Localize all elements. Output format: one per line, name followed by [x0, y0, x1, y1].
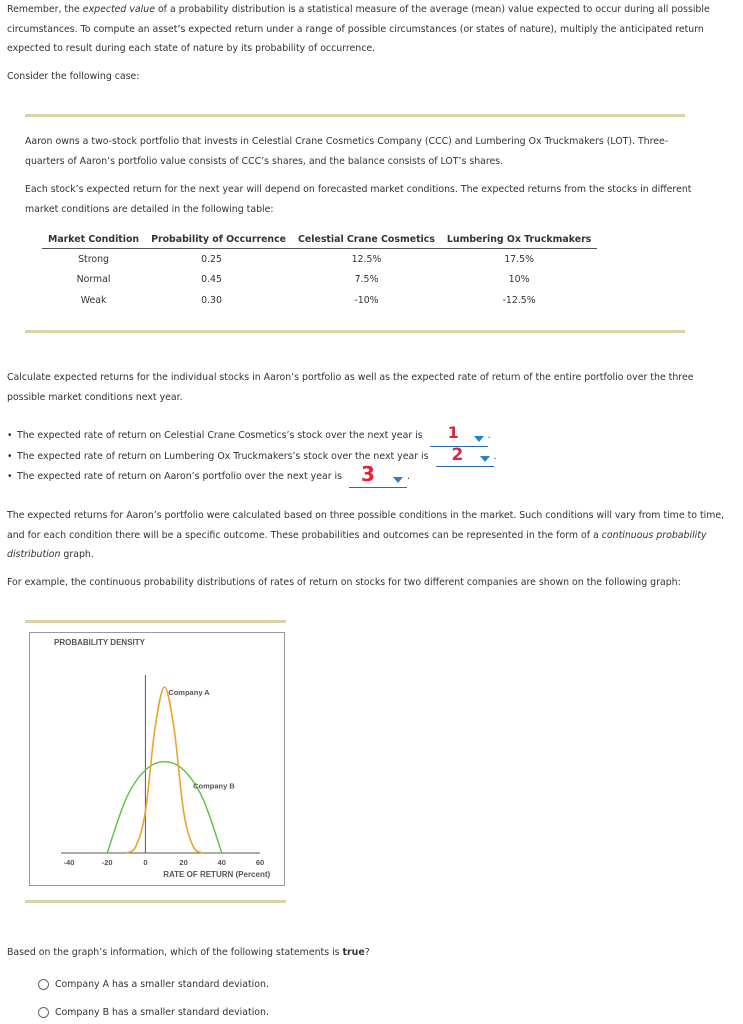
- option-label: Company A has a smaller standard deviation.: [55, 979, 269, 990]
- question-text: The expected rate of return on Celestial Crane Cosmetics’s stock over the next year is: [17, 430, 423, 441]
- question-ccc: [7, 422, 497, 447]
- question-list: [7, 422, 497, 488]
- header-ccc: Celestial Crane Cosmetics: [292, 232, 441, 249]
- intro-text-b: of a probability distribution is a statistical measure of the average (mean) value expected to occur during all possible circumstances. To compute an asset’s expected return under a range of possible circumstances (or states of nature), multiply the anticipated return expected to result during each state of nature by its probability of occurrence.: [7, 4, 710, 54]
- cell-probability: 0.45: [201, 274, 222, 286]
- lot-return-dropdown[interactable]: [436, 445, 494, 467]
- calc-instruction: Calculate expected returns for the individual stocks in Aaron’s portfolio as well as the expected rate of return of the entire portfolio over the three possible market conditions next year.: [7, 372, 694, 403]
- continuous-text-b: graph.: [60, 549, 94, 560]
- question-lot: [7, 447, 497, 468]
- radio-button[interactable]: [38, 979, 49, 990]
- cell-condition: Normal: [76, 274, 111, 286]
- example-text: For example, the continuous probability distributions of rates of return on stocks for two different companies are shown on the following graph:: [7, 577, 681, 588]
- case-paragraph-1: Aaron owns a two-stock portfolio that invests in Celestial Crane Cosmetics Company (CCC) and Lumbering Ox Truckmakers (LOT). Three-quarters of Aaron’s portfolio value consists of CCC’s shares, and the balance consists of LOT’s shares.: [25, 136, 669, 167]
- continuous-paragraph: [7, 506, 732, 565]
- intro-paragraph: [7, 0, 732, 59]
- question-suffix: .: [493, 450, 497, 462]
- question-portfolio: [7, 461, 497, 488]
- continuous-emphasis: continuous probability distribution: [7, 529, 707, 560]
- option-company-a[interactable]: [38, 977, 269, 993]
- intro-emphasis: expected value: [82, 4, 155, 15]
- x-tick-label: 0: [143, 858, 148, 867]
- x-tick-label: 60: [255, 858, 265, 867]
- question-suffix: .: [487, 430, 491, 441]
- final-question-bold: true: [342, 947, 365, 958]
- case-top-rule: [25, 114, 685, 117]
- header-lot: Lumbering Ox Truckmakers: [441, 232, 597, 249]
- company-a-label: Company A: [168, 688, 210, 697]
- consider-text: Consider the following case:: [7, 71, 140, 82]
- cell-ccc-return: 7.5%: [354, 274, 379, 286]
- x-tick-label: 40: [217, 858, 226, 867]
- cell-condition: Strong: [78, 253, 109, 265]
- x-axis-label: RATE OF RETURN (Percent): [163, 870, 271, 879]
- final-question: [7, 943, 732, 963]
- header-market-condition: Market Condition: [42, 232, 145, 249]
- company-b-label: Company B: [193, 781, 235, 791]
- cell-lot-return: 10%: [508, 274, 530, 286]
- radio-button[interactable]: [38, 1007, 49, 1018]
- handwritten-annotation: 3: [361, 461, 375, 486]
- continuous-text-a: The expected returns for Aaron’s portfolio were calculated based on three possible conditions in the market. Such conditions will vary from time to time, and for each condition there will be a specific outcome. These probabilities and outcomes can be represented in the form of a: [7, 510, 725, 541]
- company-a-curve: [126, 687, 202, 853]
- handwritten-annotation: 2: [451, 445, 464, 465]
- case-bottom-rule: [25, 330, 685, 333]
- chevron-down-icon: [393, 477, 403, 483]
- graph-top-rule: [25, 620, 286, 623]
- chevron-down-icon: [480, 456, 490, 462]
- cell-condition: Weak: [80, 294, 107, 306]
- graph-bottom-rule: [25, 900, 286, 903]
- case-paragraph-2: Each stock’s expected return for the next year will depend on forecasted market conditions. The expected returns from the stocks in different market conditions are detailed in the following table:: [25, 184, 692, 215]
- cell-ccc-return: 12.5%: [351, 253, 382, 265]
- chevron-down-icon: [474, 436, 484, 442]
- intro-text-a: Remember, the: [7, 4, 83, 15]
- x-tick-label: -20: [101, 858, 113, 867]
- handwritten-annotation: 1: [447, 422, 459, 442]
- company-b-curve: [107, 762, 222, 853]
- x-tick-label: 20: [179, 858, 188, 867]
- final-question-text: Based on the graph’s information, which of the following statements is: [7, 947, 343, 958]
- question-text: The expected rate of return on Aaron’s portfolio over the next year is: [17, 471, 343, 482]
- header-probability: Probability of Occurrence: [145, 232, 292, 249]
- cell-probability: 0.25: [201, 253, 222, 265]
- table-row: [42, 270, 597, 291]
- bullet-icon: •: [7, 450, 13, 462]
- option-label: Company B has a smaller standard deviation.: [55, 1007, 269, 1018]
- x-tick-label: -40: [63, 858, 75, 867]
- bullet-icon: •: [7, 430, 13, 441]
- portfolio-return-dropdown[interactable]: [349, 461, 407, 488]
- question-text: The expected rate of return on Lumbering Ox Truckmakers’s stock over the next year is: [17, 450, 429, 462]
- bullet-icon: •: [7, 471, 13, 482]
- table-row: [42, 290, 597, 311]
- returns-table-header: [42, 232, 597, 249]
- cell-lot-return: -12.5%: [502, 294, 536, 306]
- y-axis-label: PROBABILITY DENSITY: [54, 638, 145, 647]
- question-suffix: .: [407, 471, 411, 482]
- returns-table: [42, 232, 597, 311]
- probability-graph: [29, 632, 285, 886]
- cell-ccc-return: -10%: [354, 294, 379, 306]
- cell-probability: 0.30: [201, 294, 222, 306]
- table-row: [42, 249, 597, 270]
- final-question-suffix: ?: [364, 947, 370, 958]
- probability-chart: [30, 633, 284, 885]
- option-company-b[interactable]: [38, 1005, 269, 1021]
- cell-lot-return: 17.5%: [504, 253, 534, 265]
